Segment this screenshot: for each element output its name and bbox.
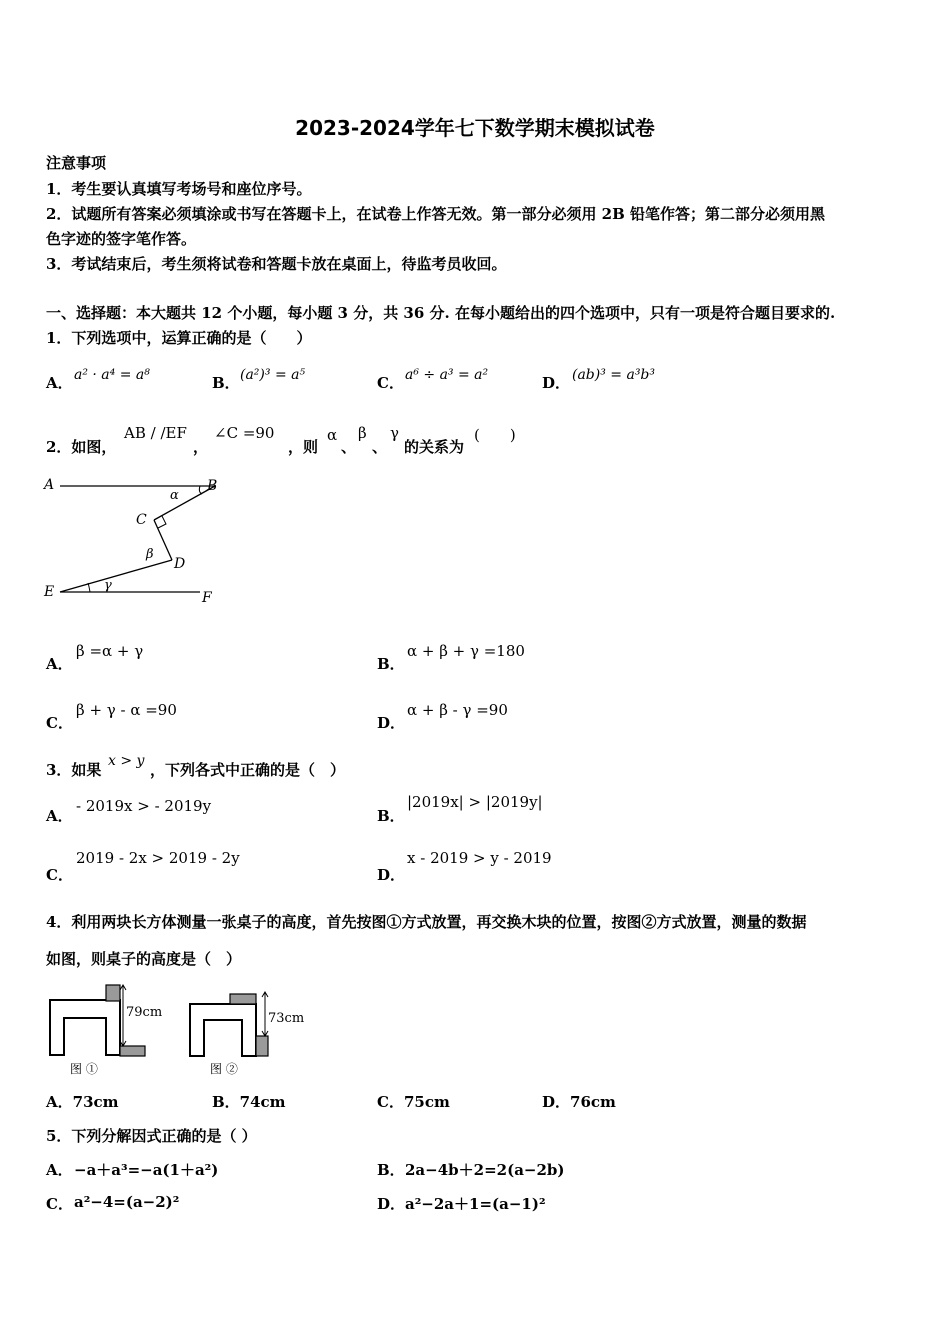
q2-option-c: β + γ - α =90: [76, 701, 177, 719]
section-heading: 一、选择题：本大题共 12 个小题，每小题 3 分，共 36 分. 在每小题给出的四个选项中，只有一项是符合题目要求的.: [46, 304, 836, 322]
table-2: [190, 1004, 256, 1056]
block-2-top: [230, 994, 256, 1004]
q2-separator-1: 、: [341, 438, 357, 456]
q3-label-b: B．: [377, 807, 405, 825]
q3-stem-suffix: ，下列各式中正确的是（ ）: [150, 761, 346, 779]
q3-option-b: |2019x| > |2019y|: [407, 793, 543, 811]
q4-figure: [44, 980, 324, 1080]
q3-option-c: 2019 - 2x > 2019 - 2y: [76, 849, 240, 867]
q5-label-d: D．: [377, 1195, 406, 1213]
q2-option-d: α + β - γ =90: [407, 701, 508, 719]
q1-label-a: A．: [46, 374, 73, 392]
fig-label-e: E: [44, 584, 55, 600]
segment-de: [60, 560, 172, 592]
q5-label-c: C．: [46, 1195, 73, 1213]
notice-item-2b: 色字迹的签字笔作答。: [46, 230, 197, 248]
notice-item-1: 1．考生要认真填写考场号和座位序号。: [46, 180, 312, 198]
q4-option-a: A．73cm: [46, 1093, 119, 1111]
q1-label-d: D．: [542, 374, 571, 392]
q1-label-c: C．: [377, 374, 404, 392]
q3-label-d: D．: [377, 866, 406, 884]
figure-2: [190, 992, 304, 1076]
segment-bc: [154, 486, 215, 520]
q1-option-c: a⁶ ÷ a³ = a²: [405, 367, 489, 383]
q2-answer-paren: ( ): [474, 426, 516, 444]
q1-option-d: (ab)³ = a³b³: [572, 367, 656, 383]
q2-option-b: α + β + γ =180: [407, 642, 525, 660]
fig-label-d: D: [174, 556, 186, 572]
q2-alpha: α: [327, 426, 338, 444]
q5-option-b: 2a−4b＋2=2(a−2b): [405, 1161, 565, 1179]
q2-label-a: A．: [46, 655, 73, 673]
q3-condition: x > y: [108, 753, 145, 769]
q2-gamma: γ: [390, 424, 399, 442]
q2-stem-prefix: 2．如图，: [46, 438, 117, 456]
q2-label-c: C．: [46, 714, 73, 732]
fig-label-beta: β: [146, 547, 154, 562]
q2-condition-angle: ∠C =90: [214, 424, 275, 442]
q5-option-c: a²−4=(a−2)²: [74, 1193, 180, 1211]
q2-then: ，则: [288, 438, 319, 456]
fig-label-alpha: α: [170, 488, 179, 503]
fig-label-c: C: [136, 512, 147, 528]
q5-label-a: A．: [46, 1161, 73, 1179]
q1-stem: 1．下列选项中，运算正确的是（ ）: [46, 329, 312, 347]
q5-stem: 5．下列分解因式正确的是（ ）: [46, 1127, 257, 1145]
fig-label-b: B: [207, 478, 218, 494]
fig2-caption: 图 ②: [210, 1062, 238, 1076]
q3-label-c: C．: [46, 866, 73, 884]
q4-stem-line-1: 4．利用两块长方体测量一张桌子的高度，首先按图①方式放置，再交换木块的位置，按图②方式放置，测量的数据: [46, 913, 807, 931]
q3-stem-prefix: 3．如果: [46, 761, 102, 779]
q4-option-b: B．74cm: [212, 1093, 286, 1111]
q3-label-a: A．: [46, 807, 73, 825]
q5-label-b: B．: [377, 1161, 405, 1179]
table-1: [50, 1000, 120, 1055]
figure-1: [50, 985, 162, 1076]
q2-label-b: B．: [377, 655, 405, 673]
q2-option-a: β =α + γ: [76, 642, 144, 660]
q3-option-a: - 2019x > - 2019y: [76, 797, 212, 815]
q4-stem-line-2: 如图，则桌子的高度是（ ）: [46, 950, 242, 968]
q5-option-a: −a＋a³=−a(1＋a²): [74, 1161, 219, 1179]
q1-label-b: B．: [212, 374, 240, 392]
q2-label-d: D．: [377, 714, 406, 732]
q2-beta: β: [358, 424, 367, 442]
q2-relation-text: 的关系为: [404, 438, 465, 456]
q2-comma: ，: [193, 438, 209, 456]
fig-label-gamma: γ: [104, 578, 112, 593]
fig-label-a: A: [44, 477, 55, 493]
page-title: 2023-2024学年七下数学期末模拟试卷: [295, 116, 655, 140]
block-2-floor: [256, 1036, 268, 1056]
block-1-floor: [120, 1046, 145, 1056]
q2-condition-parallel: AB / /EF: [124, 424, 187, 442]
q5-option-d: a²−2a＋1=(a−1)²: [405, 1195, 546, 1213]
q2-separator-2: 、: [372, 438, 388, 456]
fig2-value: 73cm: [268, 1011, 305, 1026]
q4-option-d: D．76cm: [542, 1093, 616, 1111]
notice-heading: 注意事项: [46, 154, 107, 172]
fig1-caption: 图 ①: [70, 1062, 98, 1076]
fig-label-f: F: [202, 590, 212, 606]
fig1-value: 79cm: [126, 1005, 163, 1020]
q2-figure: [40, 470, 230, 610]
q1-option-b: (a²)³ = a⁵: [240, 367, 306, 383]
q1-option-a: a² · a⁴ = a⁸: [74, 367, 150, 383]
q3-option-d: x - 2019 > y - 2019: [407, 849, 552, 867]
q4-option-c: C．75cm: [377, 1093, 450, 1111]
notice-item-2a: 2．试题所有答案必须填涂或书写在答题卡上，在试卷上作答无效。第一部分必须用 2B 铅笔作答；第二部分必须用黑: [46, 205, 826, 223]
notice-item-3: 3．考试结束后，考生须将试卷和答题卡放在桌面上，待监考员收回。: [46, 255, 507, 273]
block-1-top: [106, 985, 120, 1001]
